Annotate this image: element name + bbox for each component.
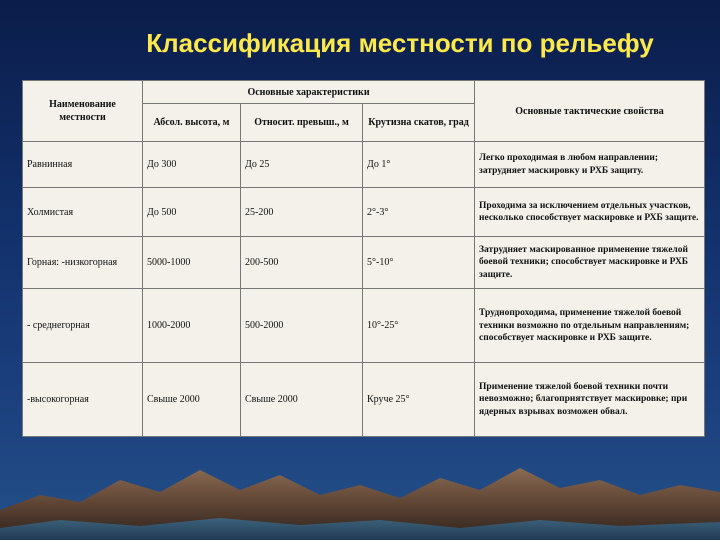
cell-name: -высокогорная — [23, 363, 143, 437]
cell-name: Холмистая — [23, 188, 143, 236]
cell-rel: Свыше 2000 — [241, 363, 363, 437]
table-row — [23, 363, 705, 437]
header-slope: Крутизна скатов, град — [363, 104, 475, 142]
slide-title: Классификация местности по рельефу — [146, 28, 654, 58]
header-name: Наименование местности — [23, 81, 143, 142]
cell-rel: 25-200 — [241, 188, 363, 236]
cell-props: Применение тяжелой боевой техники почти невозможно; благоприятствует маскировке; при ядерных взрывах возможен обвал. — [475, 363, 705, 437]
cell-name: - среднегорная — [23, 289, 143, 363]
cell-slope: Круче 25° — [363, 363, 475, 437]
table-row — [23, 142, 705, 188]
cell-rel: 500-2000 — [241, 289, 363, 363]
cell-abs: До 300 — [143, 142, 241, 188]
cell-props: Затрудняет маскированное применение тяжелой боевой техники; способствует маскировке и РХБ защите. — [475, 236, 705, 289]
table-row — [23, 236, 705, 289]
header-tactical: Основные тактические свойства — [475, 81, 705, 142]
cell-props: Труднопроходима, применение тяжелой боевой техники возможно по отдельным направлениям; способствует маскировке и РХБ защите. — [475, 289, 705, 363]
cell-props: Легко проходимая в любом направлении; затрудняет маскировку и РХБ защиту. — [475, 142, 705, 188]
cell-slope: 10°-25° — [363, 289, 475, 363]
cell-slope: 5°-10° — [363, 236, 475, 289]
cell-rel: 200-500 — [241, 236, 363, 289]
header-rel-height: Относит. превыш., м — [241, 104, 363, 142]
cell-name: Равнинная — [23, 142, 143, 188]
terrain-table — [22, 80, 705, 437]
cell-name: Горная: -низкогорная — [23, 236, 143, 289]
table-row — [23, 188, 705, 236]
table-row — [23, 289, 705, 363]
cell-abs: До 500 — [143, 188, 241, 236]
cell-abs: Свыше 2000 — [143, 363, 241, 437]
mountain-landscape — [0, 440, 720, 540]
cell-slope: 2°-3° — [363, 188, 475, 236]
header-group: Основные характеристики — [143, 81, 475, 104]
cell-slope: До 1° — [363, 142, 475, 188]
cell-rel: До 25 — [241, 142, 363, 188]
header-abs-height: Абсол. высота, м — [143, 104, 241, 142]
cell-props: Проходима за исключением отдельных участков, несколько способствует маскировке и РХБ защите. — [475, 188, 705, 236]
cell-abs: 1000-2000 — [143, 289, 241, 363]
cell-abs: 5000-1000 — [143, 236, 241, 289]
